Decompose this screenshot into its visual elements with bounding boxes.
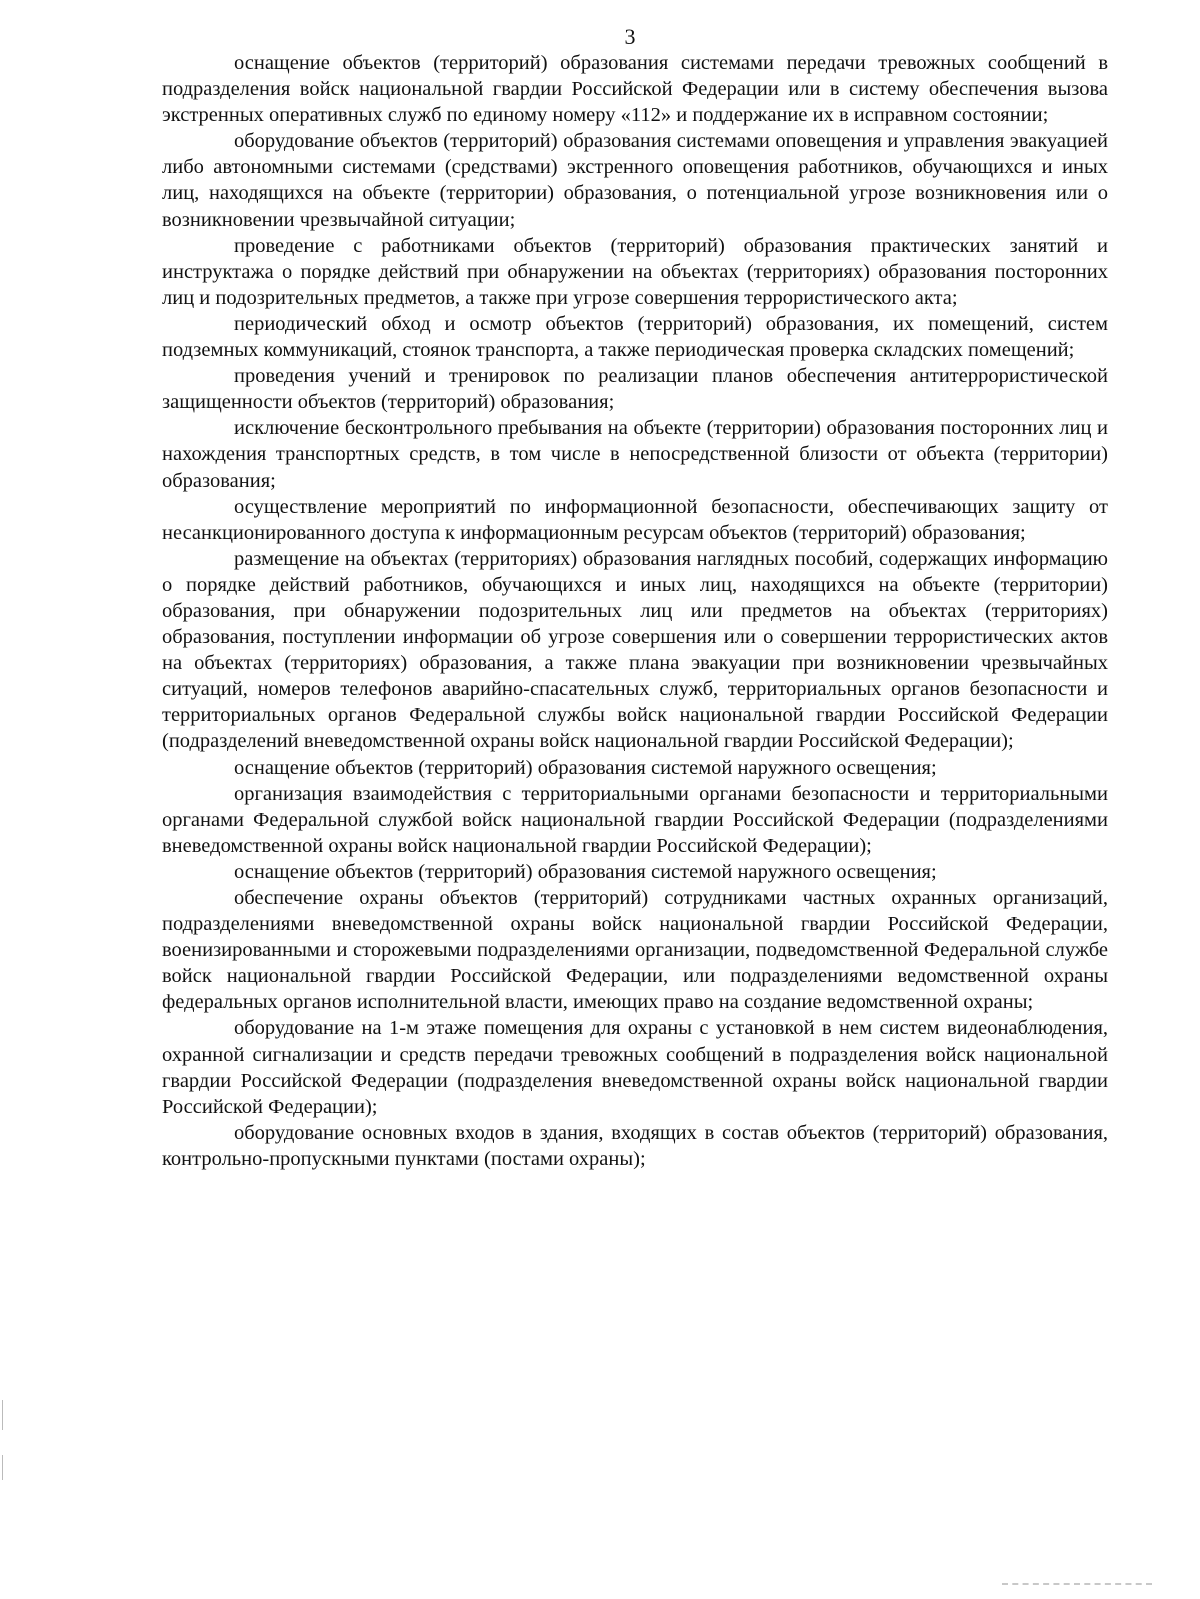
paragraph-3: проведение с работниками объектов (территорий) образования практических занятий и инструктажа о порядке действий при обнаружении на объектах (территориях) образования посторонних лиц и подозрительных предметов, а также при угрозе совершения террористического акта; <box>162 234 1108 309</box>
page-number: 3 <box>624 24 636 49</box>
paragraph-8: размещение на объектах (территориях) образования наглядных пособий, содержащих информацию о порядке действий работников, обучающихся и иных лиц, находящихся на объекте (территории) образования, при обнаружении подозрительных лиц или предметов на объектах (территориях) образования, поступлении информации об угрозе совершения или о совершении террористических актов на объектах (территориях) образования, а также плана эвакуации при возникновении чрезвычайных ситуаций, номеров телефонов аварийно-спасательных служб, территориальных органов безопасности и территориальных органов Федеральной службы войск национальной гвардии Российской Федерации (подразделений вневедомственной охраны войск национальной гвардии Российской Федерации); <box>162 547 1108 753</box>
paragraph-7: осуществление мероприятий по информационной безопасности, обеспечивающих защиту от несанкционированного доступа к информационным ресурсам объектов (территорий) образования; <box>162 495 1108 544</box>
paragraph-14: оборудование основных входов в здания, входящих в состав объектов (территорий) образования, контрольно-пропускными пунктами (постами охраны); <box>162 1121 1108 1170</box>
paragraph-11: оснащение объектов (территорий) образования системой наружного освещения; <box>234 860 937 883</box>
paragraph-10: организация взаимодействия с территориальными органами безопасности и территориальными органами Федеральной службой войск национальной гвардии Российской Федерации (подразделениями вневедомственной охраны войск национальной гвардии Российской Федерации); <box>162 782 1108 857</box>
scan-edge-mark <box>2 1400 3 1430</box>
paragraph-13: оборудование на 1-м этаже помещения для охраны с установкой в нем систем видеонаблюдения, охранной сигнализации и средств передачи тревожных сообщений в подразделения войск национальной гвардии Российской Федерации (подразделения вневедомственной охраны войск национальной гвардии Российской Федерации); <box>162 1017 1108 1118</box>
document-body <box>162 50 1108 1172</box>
paragraph-5: проведения учений и тренировок по реализации планов обеспечения антитеррористической защищенности объектов (территорий) образования; <box>162 365 1108 414</box>
scan-corner-marks <box>1002 1583 1152 1589</box>
paragraph-9: оснащение объектов (территорий) образования системой наружного освещения; <box>234 756 937 779</box>
paragraph-6: исключение бесконтрольного пребывания на объекте (территории) образования посторонних лиц и нахождения транспортных средств, в том числе в непосредственной близости от объекта (территории) образования; <box>162 417 1108 492</box>
paragraph-4: периодический обход и осмотр объектов (территорий) образования, их помещений, систем подземных коммуникаций, стоянок транспорта, а также периодическая проверка складских помещений; <box>162 312 1108 362</box>
paragraph-12: обеспечение охраны объектов (территорий) сотрудниками частных охранных организаций, подразделениями вневедомственной охраны войск национальной гвардии Российской Федерации, военизированными и сторожевыми подразделениями организации, подведомственной Федеральной службе войск национальной гвардии Российской Федерации, или подразделениями ведомственной охраны федеральных органов исполнительной власти, имеющих право на создание ведомственной охраны; <box>162 887 1108 1014</box>
paragraph-1: оснащение объектов (территорий) образования системами передачи тревожных сообщений в подразделения войск национальной гвардии Российской Федерации или в систему обеспечения вызова экстренных оперативных служб по единому номеру «112» и поддержание их в исправном состоянии; <box>162 52 1108 127</box>
scan-edge-mark <box>2 1455 3 1480</box>
paragraph-2: оборудование объектов (территорий) образования системами оповещения и управления эвакуацией либо автономными системами (средствами) экстренного оповещения работников, обучающихся и иных лиц, находящихся на объекте (территории) образования, о потенциальной угрозе возникновения или о возникновении чрезвычайной ситуации; <box>162 130 1108 231</box>
